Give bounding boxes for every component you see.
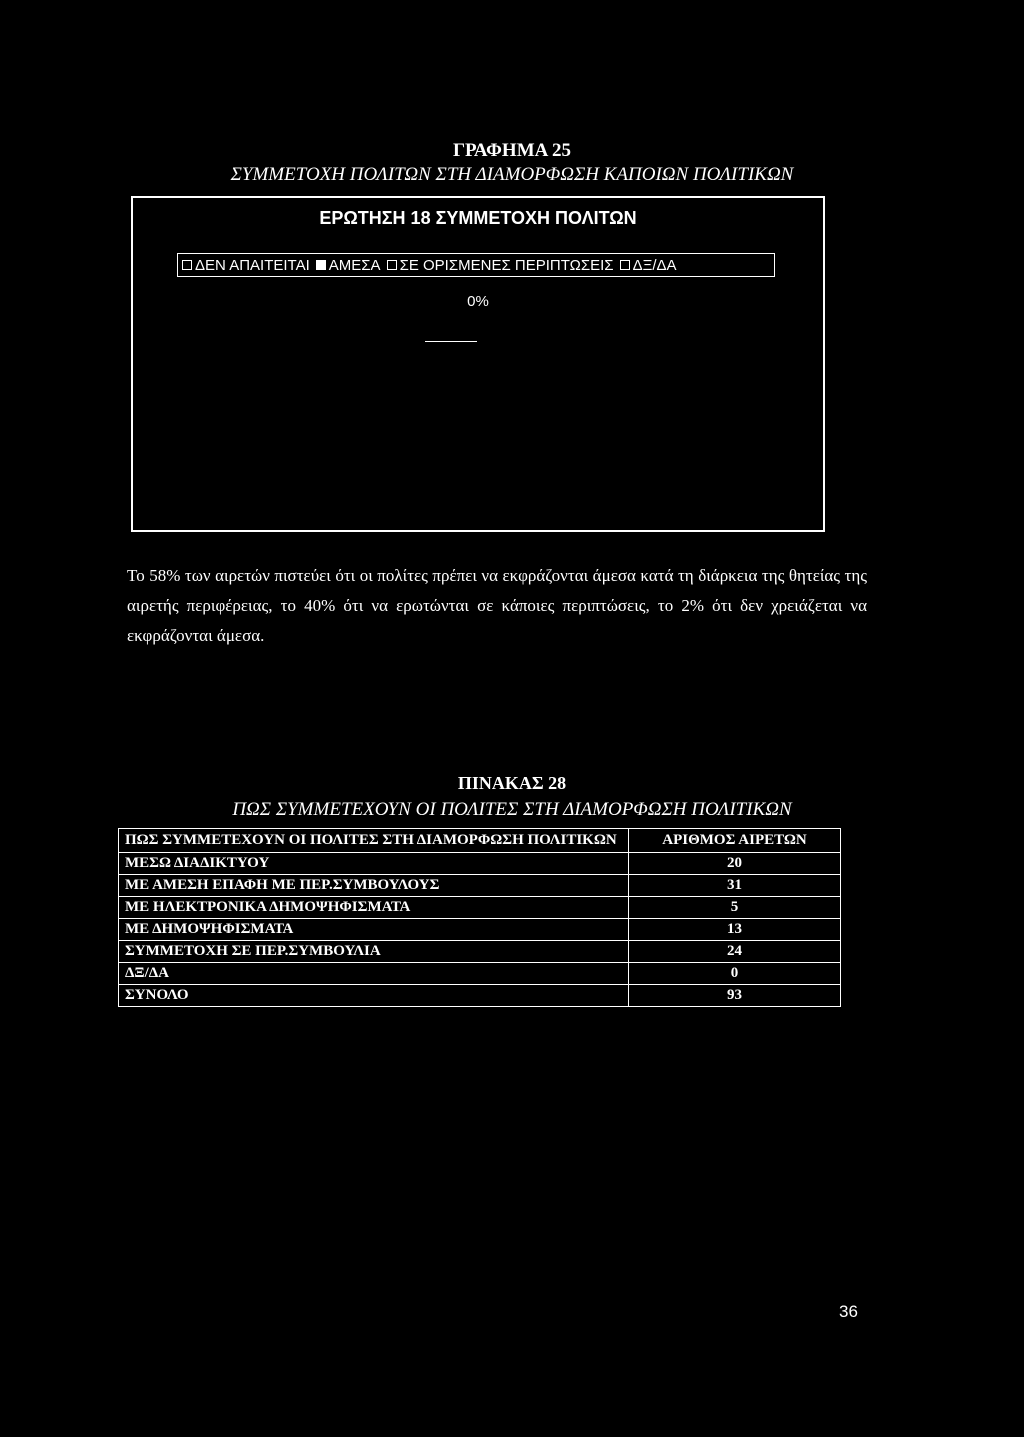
legend-swatch <box>387 260 397 270</box>
legend-item <box>387 257 614 274</box>
table-row <box>119 897 841 919</box>
table-cell-value: 13 <box>629 919 841 941</box>
table-cell-label: ΜΕΣΩ ΔΙΑΔΙΚΤΥΟΥ <box>119 853 629 875</box>
page-number: 36 <box>839 1302 858 1321</box>
legend-label: ΣΕ ΟΡΙΣΜΕΝΕΣ ΠΕΡΙΠΤΩΣΕΙΣ <box>399 256 614 274</box>
table-title: ΠΩΣ ΣΥΜΜΕΤΕΧΟΥΝ ΟΙ ΠΟΛΙΤΕΣ ΣΤΗ ΔΙΑΜΟΡΦΩΣΗ ΠΟΛΙΤΙΚΩΝ <box>232 799 792 820</box>
legend-item <box>620 257 677 274</box>
legend-swatch <box>316 260 326 270</box>
table-cell-label: ΜΕ ΔΗΜΟΨΗΦΙΣΜΑΤΑ <box>119 919 629 941</box>
legend-item <box>182 257 310 274</box>
body-paragraph: Το 58% των αιρετών πιστεύει ότι οι πολίτες πρέπει να εκφράζονται άμεσα κατά τη διάρκεια της θητείας της αιρετής περιφέρειας, το 40% ότι να ερωτώνται σε κάποιες περιπτώσεις, το 2% ότι δεν χρειάζεται να εκφράζονται άμεσα. <box>127 566 867 645</box>
table-cell-value: 5 <box>629 897 841 919</box>
table-row <box>119 875 841 897</box>
table-cell-label: ΣΥΜΜΕΤΟΧΗ ΣΕ ΠΕΡ.ΣΥΜΒΟΥΛΙΑ <box>119 941 629 963</box>
table-cell-value: 20 <box>629 853 841 875</box>
chart-legend <box>177 253 775 277</box>
table-row <box>119 853 841 875</box>
table-header-method: ΠΩΣ ΣΥΜΜΕΤΕΧΟΥΝ ΟΙ ΠΟΛΙΤΕΣ ΣΤΗ ΔΙΑΜΟΡΦΩΣΗ ΠΟΛΙΤΙΚΩΝ <box>119 829 629 853</box>
table-cell-label: ΔΞ/ΔΑ <box>119 963 629 985</box>
table-row <box>119 919 841 941</box>
legend-item <box>316 257 381 274</box>
chart-title: ΕΡΩΤΗΣΗ 18 ΣΥΜΜΕΤΟΧΗ ΠΟΛΙΤΩΝ <box>319 208 637 228</box>
pie-leader-line <box>425 341 477 342</box>
table-cell-label: ΜΕ ΑΜΕΣΗ ΕΠΑΦΗ ΜΕ ΠΕΡ.ΣΥΜΒΟΥΛΟΥΣ <box>119 875 629 897</box>
chart-frame <box>131 196 825 532</box>
legend-label: ΔΞ/ΔΑ <box>632 256 677 274</box>
pie-data-label: 0% <box>467 293 489 310</box>
table-cell-value: 93 <box>629 985 841 1007</box>
table-cell-label: ΜΕ ΗΛΕΚΤΡΟΝΙΚΑ ΔΗΜΟΨΗΦΙΣΜΑΤΑ <box>119 897 629 919</box>
data-table <box>118 828 841 1007</box>
table-cell-value: 0 <box>629 963 841 985</box>
table-label: ΠΙΝΑΚΑΣ 28 <box>457 773 567 793</box>
table-row-total <box>119 985 841 1007</box>
legend-swatch <box>620 260 630 270</box>
legend-label: ΑΜΕΣΑ <box>328 256 381 274</box>
table-row <box>119 963 841 985</box>
table-row <box>119 941 841 963</box>
table-cell-value: 31 <box>629 875 841 897</box>
table-cell-value: 24 <box>629 941 841 963</box>
legend-label: ΔΕΝ ΑΠΑΙΤΕΙΤΑΙ <box>195 256 310 274</box>
figure-title: ΣΥΜΜΕΤΟΧΗ ΠΟΛΙΤΩΝ ΣΤΗ ΔΙΑΜΟΡΦΩΣΗ ΚΑΠΟΙΩΝ ΠΟΛΙΤΙΚΩΝ <box>230 164 794 185</box>
table-cell-label: ΣΥΝΟΛΟ <box>119 985 629 1007</box>
table-header-row <box>119 829 841 853</box>
legend-swatch <box>182 260 192 270</box>
figure-label: ΓΡΑΦΗΜΑ 25 <box>452 140 572 161</box>
table-header-count: ΑΡΙΘΜΟΣ ΑΙΡΕΤΩΝ <box>629 829 841 853</box>
